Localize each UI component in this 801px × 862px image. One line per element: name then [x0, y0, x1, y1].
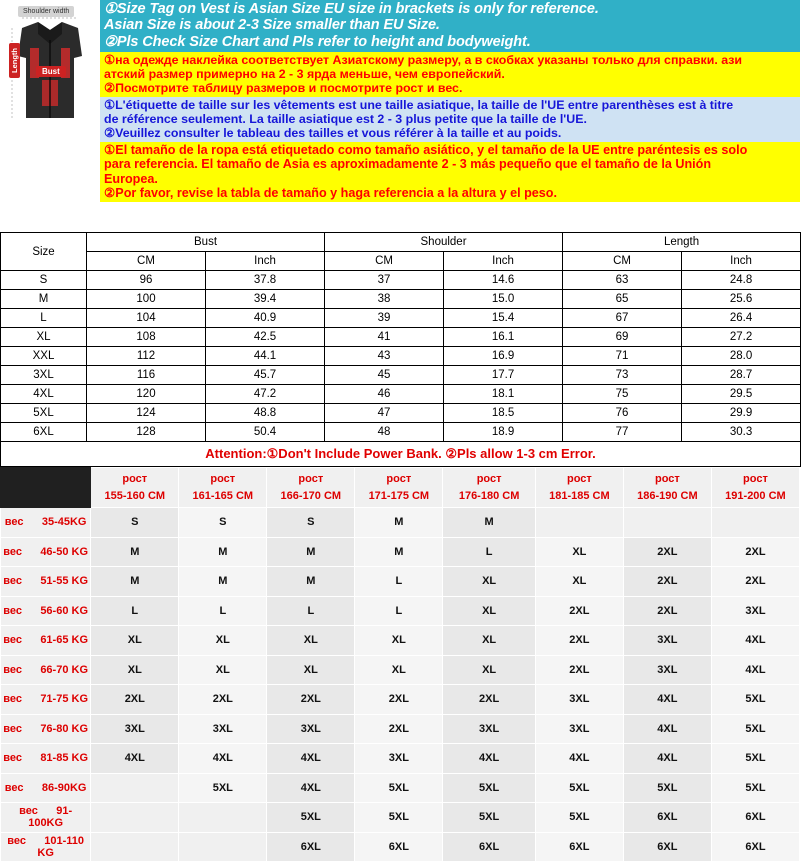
measurement-cell: 18.5: [444, 404, 563, 423]
recommended-size-cell: XL: [91, 655, 179, 685]
height-label: рост: [566, 473, 592, 485]
recommended-size-cell: 5XL: [443, 803, 536, 833]
weight-label: вес: [3, 752, 41, 765]
recommended-size-cell: 5XL: [267, 803, 355, 833]
height-column-header: [355, 468, 443, 508]
height-column-header: [623, 468, 711, 508]
table-row: [1, 537, 800, 567]
measurement-cell: 108: [87, 328, 206, 347]
recommended-size-cell: [711, 508, 799, 538]
table-row: [1, 347, 801, 366]
measurement-cell: 18.9: [444, 423, 563, 442]
recommended-size-cell: L: [443, 537, 536, 567]
weight-range: 86-90KG: [41, 781, 87, 794]
size-cell: M: [1, 290, 87, 309]
size-cell: 4XL: [1, 385, 87, 404]
measurement-cell: 27.2: [682, 328, 801, 347]
measurement-cell: 39: [325, 309, 444, 328]
table-row: [1, 309, 801, 328]
weight-range-cell: [1, 508, 91, 538]
size-table-subheader-length-cm: CM: [563, 252, 682, 271]
weight-range: 81-85 KG: [40, 752, 89, 765]
weight-label: вес: [3, 722, 41, 735]
measurement-cell: 44.1: [206, 347, 325, 366]
recommended-size-cell: 2XL: [535, 655, 623, 685]
notice-text-column: [100, 0, 800, 232]
recommended-size-cell: S: [267, 508, 355, 538]
shoulder-width-label: Shoulder width: [18, 6, 74, 17]
size-cell: L: [1, 309, 87, 328]
recommended-size-cell: XL: [535, 537, 623, 567]
weight-label: вес: [3, 575, 41, 588]
height-column-header: [267, 468, 355, 508]
notice-es-line-4: ②Por favor, revise la tabla de tamaño y haga referencia a la altura y el peso.: [104, 185, 557, 200]
recommended-size-cell: M: [179, 567, 267, 597]
measurement-cell: 18.1: [444, 385, 563, 404]
size-table-subheader-shoulder-inch: Inch: [444, 252, 563, 271]
recommended-size-cell: 3XL: [443, 714, 536, 744]
measurement-cell: 15.0: [444, 290, 563, 309]
recommended-size-cell: 5XL: [535, 773, 623, 803]
recommended-size-cell: [535, 508, 623, 538]
measurement-cell: 128: [87, 423, 206, 442]
recommended-size-cell: 4XL: [623, 744, 711, 774]
recommended-size-cell: 3XL: [535, 685, 623, 715]
recommended-size-cell: L: [355, 596, 443, 626]
recommended-size-cell: 5XL: [355, 773, 443, 803]
measurement-cell: 48.8: [206, 404, 325, 423]
table-row: [1, 744, 800, 774]
measurement-cell: 75: [563, 385, 682, 404]
weight-range: 101-110 KG: [37, 834, 85, 859]
recommended-size-cell: 4XL: [535, 744, 623, 774]
measurement-cell: 71: [563, 347, 682, 366]
recommended-size-cell: S: [91, 508, 179, 538]
measurement-cell: 48: [325, 423, 444, 442]
recommended-size-cell: 4XL: [267, 773, 355, 803]
weight-label: вес: [4, 516, 42, 529]
measurement-cell: 77: [563, 423, 682, 442]
table-row: [1, 290, 801, 309]
recommended-size-cell: XL: [91, 626, 179, 656]
weight-range-cell: [1, 803, 91, 833]
height-column-header: [179, 468, 267, 508]
weight-range: 61-65 KG: [40, 634, 89, 647]
vest-illustration: [0, 0, 100, 232]
measurement-cell: 17.7: [444, 366, 563, 385]
height-column-header: [443, 468, 536, 508]
size-cell: 5XL: [1, 404, 87, 423]
recommended-size-cell: XL: [443, 626, 536, 656]
recommended-size-cell: 5XL: [535, 803, 623, 833]
size-cell: XL: [1, 328, 87, 347]
table-row: [1, 423, 801, 442]
weight-range: 51-55 KG: [40, 575, 89, 588]
measurement-cell: 73: [563, 366, 682, 385]
recommended-size-cell: XL: [355, 626, 443, 656]
recommended-size-cell: XL: [179, 626, 267, 656]
length-label: Length: [9, 43, 20, 78]
size-table-group-header-row: [1, 233, 801, 252]
measurement-cell: 47.2: [206, 385, 325, 404]
notice-es-line-3: Europea.: [104, 171, 158, 186]
recommended-size-cell: 4XL: [91, 744, 179, 774]
measurement-cell: 120: [87, 385, 206, 404]
recommended-size-cell: 3XL: [91, 714, 179, 744]
height-label: рост: [210, 473, 236, 485]
weight-range-cell: [1, 626, 91, 656]
weight-range-cell: [1, 744, 91, 774]
recommended-size-cell: 3XL: [267, 714, 355, 744]
weight-label: вес: [7, 834, 45, 847]
product-image-column: [0, 0, 100, 232]
recommended-size-cell: 2XL: [711, 567, 799, 597]
size-table-subheader-bust-cm: CM: [87, 252, 206, 271]
measurement-cell: 24.8: [682, 271, 801, 290]
weight-range: 76-80 KG: [40, 722, 89, 735]
size-cell: 3XL: [1, 366, 87, 385]
recommended-size-cell: 4XL: [267, 744, 355, 774]
measurement-cell: 29.9: [682, 404, 801, 423]
notice-french: [100, 97, 800, 142]
recommended-size-cell: 4XL: [179, 744, 267, 774]
recommended-size-cell: S: [179, 508, 267, 538]
height-label: рост: [122, 473, 148, 485]
size-table-sub-header-row: [1, 252, 801, 271]
notice-fr-line-3: ②Veuillez consulter le tableau des tailles et vous référer à la taille et au poids.: [104, 126, 562, 141]
weight-range-cell: [1, 773, 91, 803]
recommended-size-cell: 5XL: [443, 773, 536, 803]
recommended-size-cell: 2XL: [355, 685, 443, 715]
size-table-header-length: Length: [563, 233, 801, 252]
recommended-size-cell: 4XL: [711, 655, 799, 685]
notice-section: [0, 0, 800, 232]
weight-range: 91-100KG: [28, 805, 73, 830]
table-row: [1, 626, 800, 656]
weight-label: вес: [4, 781, 42, 794]
table-row: [1, 404, 801, 423]
measurement-cell: 14.6: [444, 271, 563, 290]
notice-ru-line-1: ①на одежде наклейка соответствует Азиатскому размеру, а в скобках указаны только для справки. ази: [104, 53, 743, 68]
weight-range-cell: [1, 714, 91, 744]
measurement-cell: 30.3: [682, 423, 801, 442]
height-label: рост: [476, 473, 502, 485]
notice-es-line-1: ①El tamaño de la ropa está etiquetado como tamaño asiático, y el tamaño de la UE entre paréntesis es solo: [104, 143, 748, 158]
measurement-cell: 26.4: [682, 309, 801, 328]
weight-label: вес: [19, 805, 57, 818]
recommended-size-cell: 3XL: [623, 655, 711, 685]
height-weight-table: [0, 467, 800, 862]
notice-fr-line-1: ①L'étiquette de taille sur les vêtements est une taille asiatique, la taille de l'UE entre parenthèses est à titre: [104, 98, 734, 113]
recommended-size-cell: 3XL: [179, 714, 267, 744]
recommended-size-cell: 5XL: [711, 685, 799, 715]
weight-label: вес: [3, 634, 41, 647]
recommended-size-cell: 6XL: [623, 803, 711, 833]
measurement-cell: 63: [563, 271, 682, 290]
recommended-size-cell: 3XL: [535, 714, 623, 744]
recommended-size-cell: XL: [267, 626, 355, 656]
size-table-header-bust: Bust: [87, 233, 325, 252]
recommended-size-cell: XL: [179, 655, 267, 685]
notice-spanish: [100, 142, 800, 202]
recommended-size-cell: 6XL: [535, 832, 623, 862]
measurement-cell: 40.9: [206, 309, 325, 328]
size-cell: 6XL: [1, 423, 87, 442]
table-row: [1, 655, 800, 685]
notice-fr-line-2: de référence seulement. La taille asiatique est 2 - 3 plus petite que la taille de l'UE.: [104, 112, 587, 127]
measurement-cell: 104: [87, 309, 206, 328]
recommended-size-cell: 6XL: [355, 832, 443, 862]
table-row: [1, 328, 801, 347]
measurement-cell: 112: [87, 347, 206, 366]
measurement-cell: 28.0: [682, 347, 801, 366]
measurement-cell: 124: [87, 404, 206, 423]
measurement-cell: 96: [87, 271, 206, 290]
recommended-size-cell: 5XL: [623, 773, 711, 803]
recommended-size-cell: L: [179, 596, 267, 626]
table-row: [1, 567, 800, 597]
measurement-cell: 39.4: [206, 290, 325, 309]
recommended-size-cell: [623, 508, 711, 538]
notice-english: [100, 0, 800, 52]
recommended-size-cell: M: [443, 508, 536, 538]
notice-en-line-3: ②Pls Check Size Chart and Pls refer to height and bodyweight.: [104, 33, 531, 50]
measurement-cell: 76: [563, 404, 682, 423]
recommended-size-cell: L: [267, 596, 355, 626]
measurement-cell: 25.6: [682, 290, 801, 309]
size-table-subheader-shoulder-cm: CM: [325, 252, 444, 271]
recommended-size-cell: XL: [443, 655, 536, 685]
size-table-subheader-length-inch: Inch: [682, 252, 801, 271]
table-row: [1, 385, 801, 404]
notice-es-line-2: para referencia. El tamaño de Asia es aproximadamente 2 - 3 más pequeño que el tamaño de la Unión: [104, 157, 712, 172]
table-row: [1, 366, 801, 385]
height-label: рост: [386, 473, 412, 485]
table-row: [1, 714, 800, 744]
recommended-size-cell: 5XL: [179, 773, 267, 803]
height-weight-header-row: [1, 468, 800, 508]
recommended-size-cell: 3XL: [355, 744, 443, 774]
table-row: [1, 596, 800, 626]
recommended-size-cell: 2XL: [443, 685, 536, 715]
measurement-cell: 16.9: [444, 347, 563, 366]
measurement-cell: 46: [325, 385, 444, 404]
weight-range-cell: [1, 537, 91, 567]
recommended-size-cell: [91, 832, 179, 862]
size-cell: XXL: [1, 347, 87, 366]
weight-range: 71-75 KG: [40, 693, 89, 706]
weight-label: вес: [3, 545, 41, 558]
recommended-size-cell: 2XL: [711, 537, 799, 567]
weight-range-cell: [1, 655, 91, 685]
recommended-size-cell: [91, 803, 179, 833]
measurement-cell: 16.1: [444, 328, 563, 347]
table-row: [1, 271, 801, 290]
recommended-size-cell: [179, 803, 267, 833]
weight-label: вес: [3, 604, 41, 617]
recommended-size-cell: 3XL: [623, 626, 711, 656]
size-table-attention-row: [1, 442, 801, 467]
height-range: 161-165 CM: [192, 489, 254, 502]
recommended-size-cell: XL: [267, 655, 355, 685]
size-cell: S: [1, 271, 87, 290]
recommended-size-cell: M: [355, 537, 443, 567]
recommended-size-cell: 4XL: [711, 626, 799, 656]
recommended-size-cell: 2XL: [355, 714, 443, 744]
recommended-size-cell: 2XL: [535, 626, 623, 656]
measurement-cell: 116: [87, 366, 206, 385]
recommended-size-cell: XL: [355, 655, 443, 685]
recommended-size-cell: 5XL: [355, 803, 443, 833]
recommended-size-cell: [179, 832, 267, 862]
measurement-cell: 28.7: [682, 366, 801, 385]
table-row: [1, 508, 800, 538]
weight-range: 56-60 KG: [40, 604, 89, 617]
notice-ru-line-2: атский размер примерно на 2 - 3 ярда меньше, чем европейский.: [104, 67, 505, 82]
notice-en-line-1: ①Size Tag on Vest is Asian Size EU size in brackets is only for reference.: [104, 1, 599, 17]
table-row: [1, 832, 800, 862]
measurement-cell: 38: [325, 290, 444, 309]
measurement-cell: 37.8: [206, 271, 325, 290]
recommended-size-cell: 2XL: [179, 685, 267, 715]
recommended-size-cell: M: [267, 567, 355, 597]
recommended-size-cell: M: [179, 537, 267, 567]
recommended-size-cell: XL: [535, 567, 623, 597]
recommended-size-cell: [91, 773, 179, 803]
bust-label: Bust: [36, 66, 66, 77]
measurement-cell: 45.7: [206, 366, 325, 385]
height-range: 166-170 CM: [280, 489, 342, 502]
height-weight-body: [1, 508, 800, 862]
size-table-body: [1, 271, 801, 442]
height-label: рост: [743, 473, 768, 485]
weight-range-cell: [1, 832, 91, 862]
recommended-size-cell: 2XL: [91, 685, 179, 715]
recommended-size-cell: L: [91, 596, 179, 626]
weight-range-cell: [1, 596, 91, 626]
recommended-size-cell: XL: [443, 596, 536, 626]
height-column-header: [711, 468, 799, 508]
recommended-size-cell: XL: [443, 567, 536, 597]
size-table-header-shoulder: Shoulder: [325, 233, 563, 252]
recommended-size-cell: 2XL: [623, 596, 711, 626]
attention-note: Attention:①Don't Include Power Bank. ②Pls allow 1-3 cm Error.: [1, 442, 801, 467]
height-range: 176-180 CM: [458, 489, 520, 502]
notice-ru-line-3: ②Посмотрите таблицу размеров и посмотрите рост и вес.: [104, 81, 463, 96]
measurement-cell: 50.4: [206, 423, 325, 442]
weight-range: 35-45KG: [41, 516, 87, 529]
measurement-cell: 47: [325, 404, 444, 423]
recommended-size-cell: 6XL: [711, 832, 799, 862]
recommended-size-cell: 6XL: [267, 832, 355, 862]
recommended-size-cell: 5XL: [711, 773, 799, 803]
recommended-size-cell: 6XL: [711, 803, 799, 833]
table-row: [1, 803, 800, 833]
recommended-size-cell: 2XL: [267, 685, 355, 715]
recommended-size-cell: 4XL: [623, 685, 711, 715]
size-table-subheader-bust-inch: Inch: [206, 252, 325, 271]
recommended-size-cell: L: [355, 567, 443, 597]
weight-range-cell: [1, 685, 91, 715]
measurement-cell: 45: [325, 366, 444, 385]
height-range: 186-190 CM: [637, 489, 698, 502]
recommended-size-cell: 3XL: [711, 596, 799, 626]
recommended-size-cell: 6XL: [443, 832, 536, 862]
recommended-size-cell: M: [355, 508, 443, 538]
measurement-cell: 42.5: [206, 328, 325, 347]
recommended-size-cell: M: [91, 567, 179, 597]
recommended-size-cell: M: [91, 537, 179, 567]
height-range: 171-175 CM: [368, 489, 430, 502]
height-column-header: [91, 468, 179, 508]
recommended-size-cell: 5XL: [711, 744, 799, 774]
recommended-size-cell: 6XL: [623, 832, 711, 862]
weight-range-cell: [1, 567, 91, 597]
measurement-cell: 43: [325, 347, 444, 366]
measurement-cell: 69: [563, 328, 682, 347]
measurement-cell: 15.4: [444, 309, 563, 328]
height-label: рост: [654, 473, 680, 485]
height-weight-corner-cell: [1, 468, 91, 508]
weight-range: 66-70 KG: [40, 663, 89, 676]
recommended-size-cell: 4XL: [443, 744, 536, 774]
height-column-header: [535, 468, 623, 508]
measurement-cell: 67: [563, 309, 682, 328]
notice-en-line-2: Asian Size is about 2-3 Size smaller than EU Size.: [104, 17, 440, 34]
weight-range: 46-50 KG: [40, 545, 89, 558]
size-table-header-size: Size: [1, 233, 87, 271]
measurement-cell: 100: [87, 290, 206, 309]
recommended-size-cell: 2XL: [535, 596, 623, 626]
recommended-size-cell: 2XL: [623, 567, 711, 597]
recommended-size-cell: 4XL: [623, 714, 711, 744]
table-row: [1, 685, 800, 715]
table-row: [1, 773, 800, 803]
height-range: 181-185 CM: [549, 489, 610, 502]
measurement-cell: 37: [325, 271, 444, 290]
recommended-size-cell: M: [267, 537, 355, 567]
height-range: 191-200 CM: [725, 489, 786, 502]
size-measurement-table: [0, 232, 801, 467]
weight-label: вес: [3, 693, 41, 706]
notice-russian: [100, 52, 800, 97]
recommended-size-cell: 2XL: [623, 537, 711, 567]
recommended-size-cell: 5XL: [711, 714, 799, 744]
measurement-cell: 29.5: [682, 385, 801, 404]
height-label: рост: [298, 473, 324, 485]
measurement-cell: 41: [325, 328, 444, 347]
measurement-cell: 65: [563, 290, 682, 309]
height-range: 155-160 CM: [104, 489, 166, 502]
weight-label: вес: [3, 663, 41, 676]
